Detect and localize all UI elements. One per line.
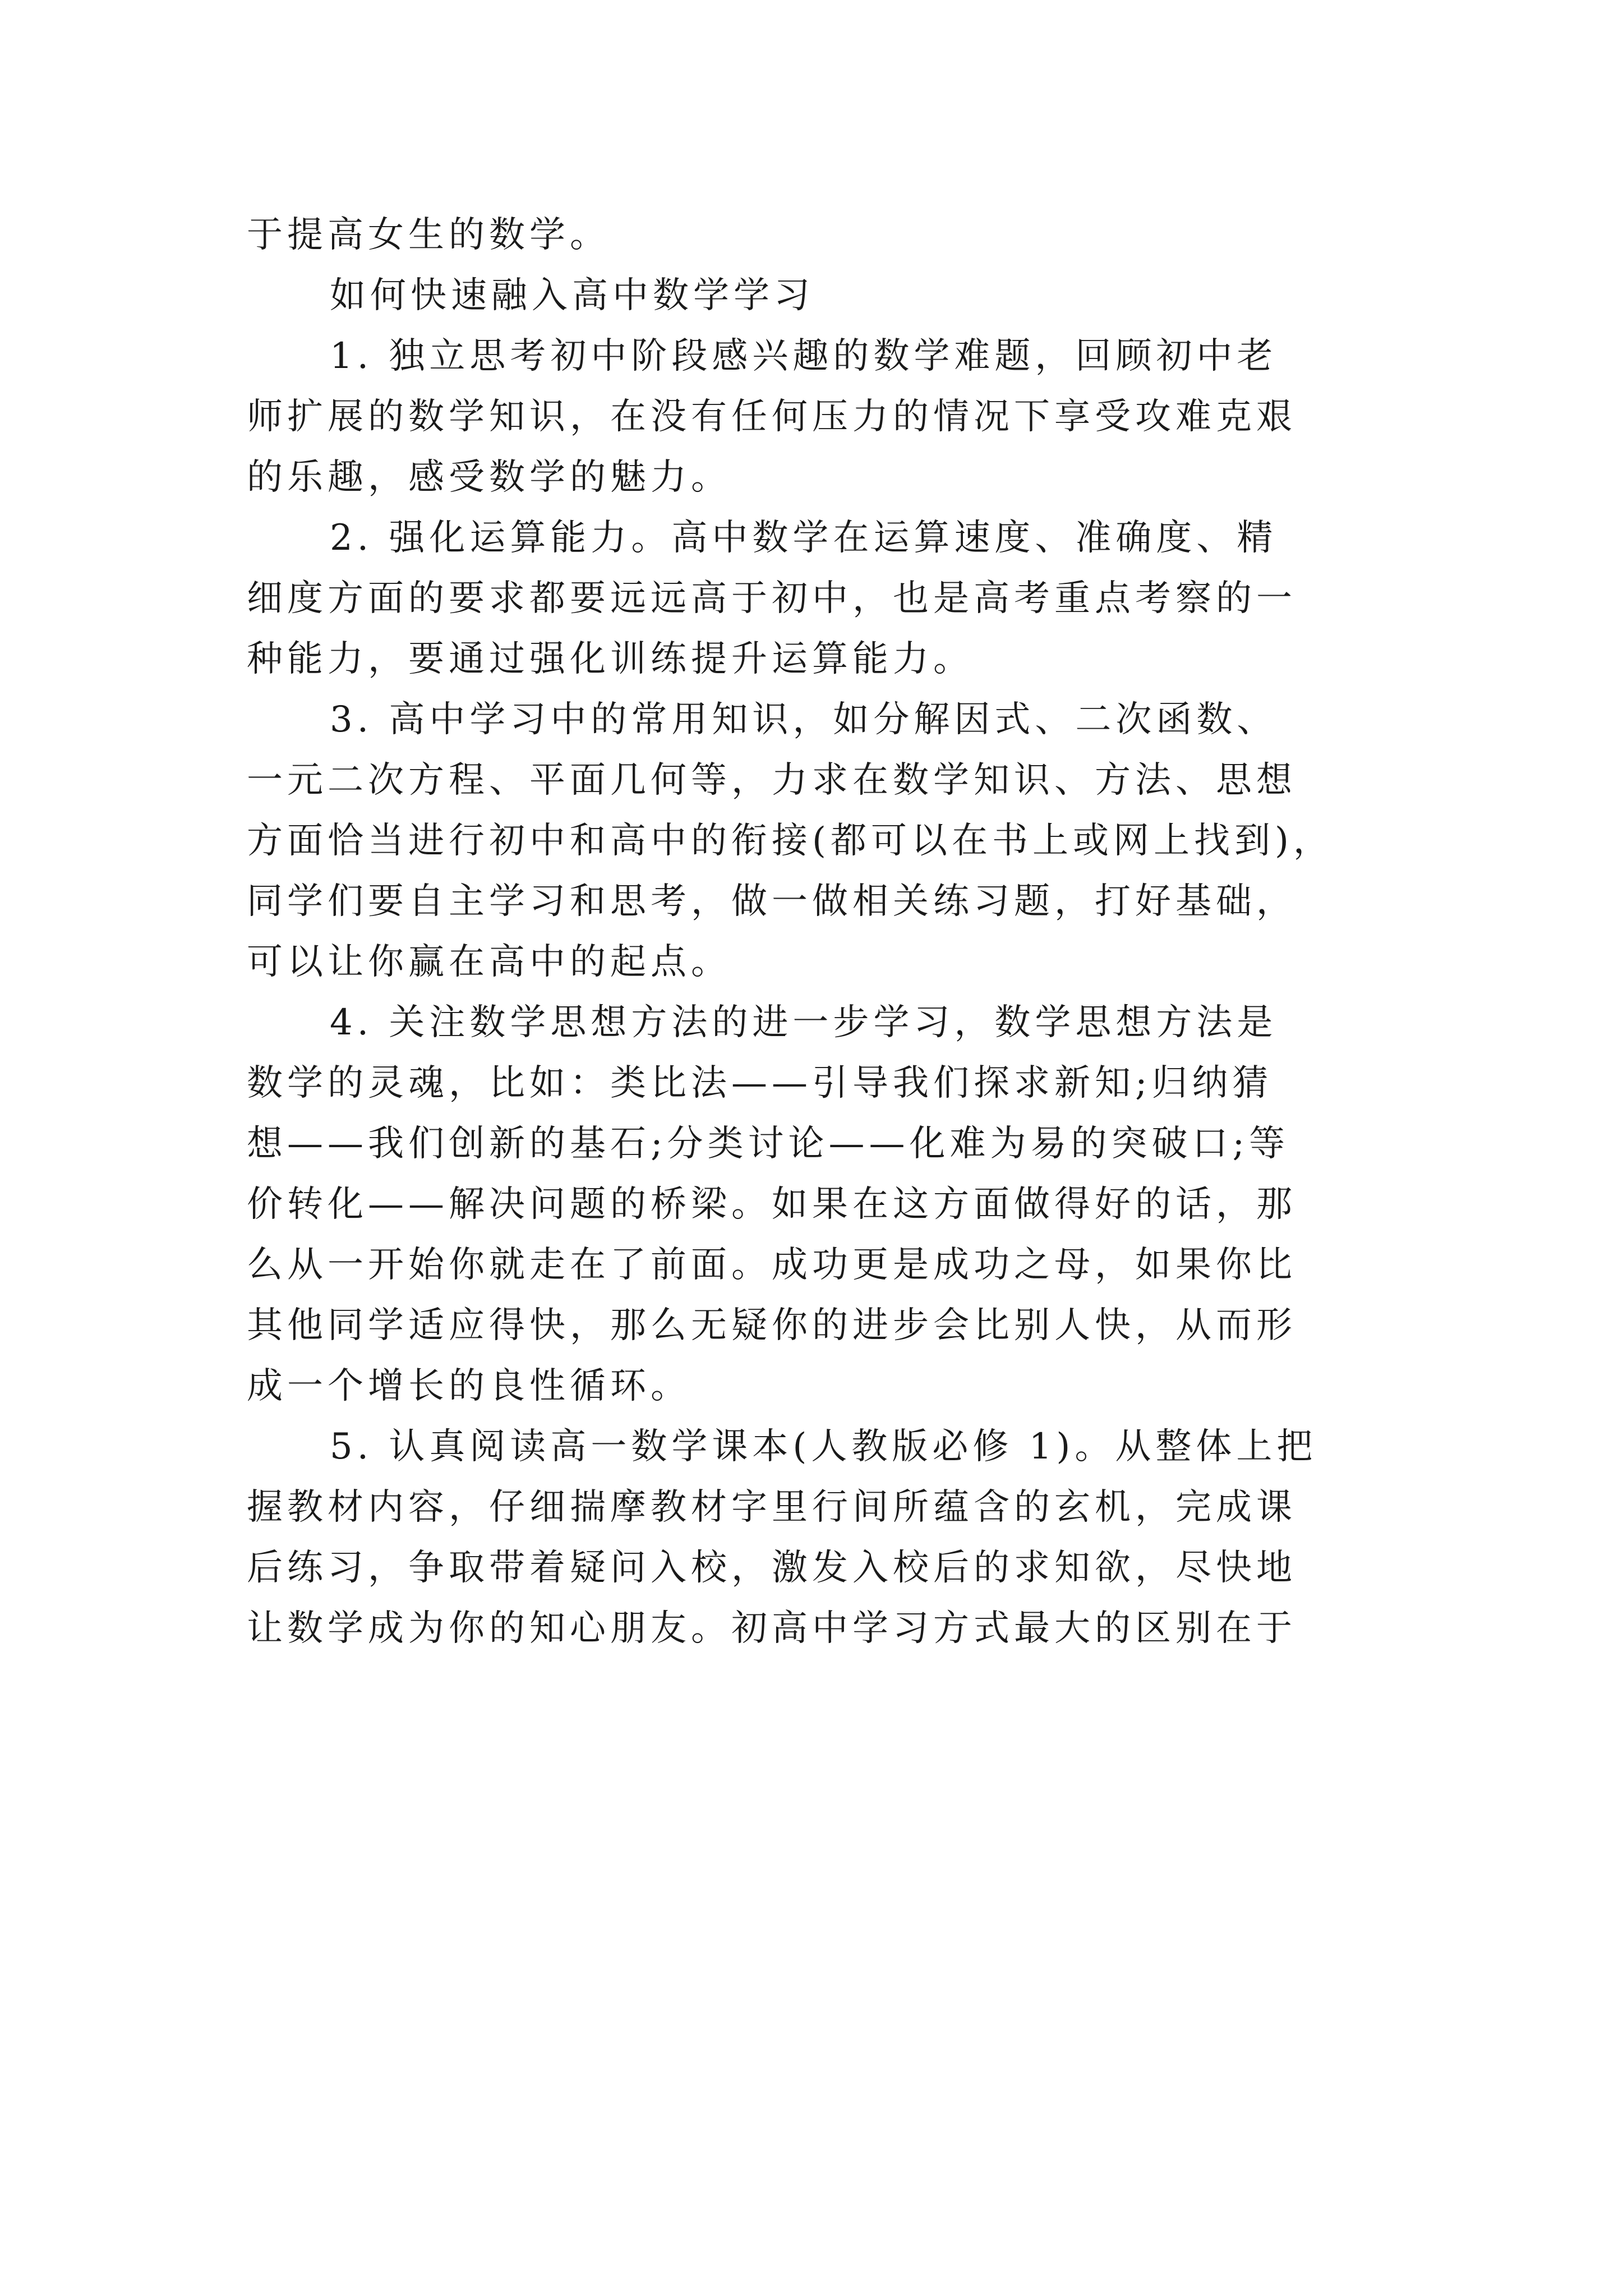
text-line: 4. 关注数学思想方法的进一步学习，数学思想方法是 <box>330 1002 1278 1043</box>
text-line: 数学的灵魂，比如：类比法——引导我们探求新知;归纳猜 <box>247 1062 1273 1104</box>
text-line: 同学们要自主学习和思考，做一做相关练习题，打好基础， <box>247 881 1297 922</box>
text-line: 其他同学适应得快，那么无疑你的进步会比别人快，从而形 <box>247 1305 1297 1346</box>
text-line: 么从一开始你就走在了前面。成功更是成功之母，如果你比 <box>247 1244 1297 1286</box>
text-line: 可以让你赢在高中的起点。 <box>247 941 731 983</box>
text-line: 价转化——解决问题的桥梁。如果在这方面做得好的话，那 <box>247 1184 1297 1225</box>
text-line: 于提高女生的数学。 <box>247 214 610 256</box>
text-line: 方面恰当进行初中和高中的衔接(都可以在书上或网上找到)， <box>247 820 1334 862</box>
text-line: 握教材内容，仔细揣摩教材字里行间所蕴含的玄机，完成课 <box>247 1487 1297 1528</box>
text-line: 成一个增长的良性循环。 <box>247 1365 691 1407</box>
text-line: 一元二次方程、平面几何等，力求在数学知识、方法、思想 <box>247 760 1297 801</box>
text-line: 3. 高中学习中的常用知识，如分解因式、二次函数、 <box>330 699 1278 740</box>
text-line: 师扩展的数学知识，在没有任何压力的情况下享受攻难克艰 <box>247 396 1297 438</box>
text-line: 种能力，要通过强化训练提升运算能力。 <box>247 638 974 680</box>
text-line: 后练习，争取带着疑问入校，激发入校后的求知欲，尽快地 <box>247 1547 1297 1589</box>
text-line: 让数学成为你的知心朋友。初高中学习方式最大的区别在于 <box>247 1608 1297 1649</box>
text-line: 1. 独立思考初中阶段感兴趣的数学难题，回顾初中老 <box>330 335 1278 377</box>
text-line: 5. 认真阅读高一数学课本(人教版必修 1)。从整体上把 <box>330 1426 1317 1467</box>
text-line: 的乐趣，感受数学的魅力。 <box>247 457 731 498</box>
document-body <box>247 205 1413 1659</box>
text-line: 细度方面的要求都要远远高于初中，也是高考重点考察的一 <box>247 578 1297 619</box>
section-heading: 如何快速融入高中数学学习 <box>330 275 814 316</box>
text-line: 想——我们创新的基石;分类讨论——化难为易的突破口;等 <box>247 1123 1290 1165</box>
text-line: 2. 强化运算能力。高中数学在运算速度、准确度、精 <box>330 517 1278 559</box>
